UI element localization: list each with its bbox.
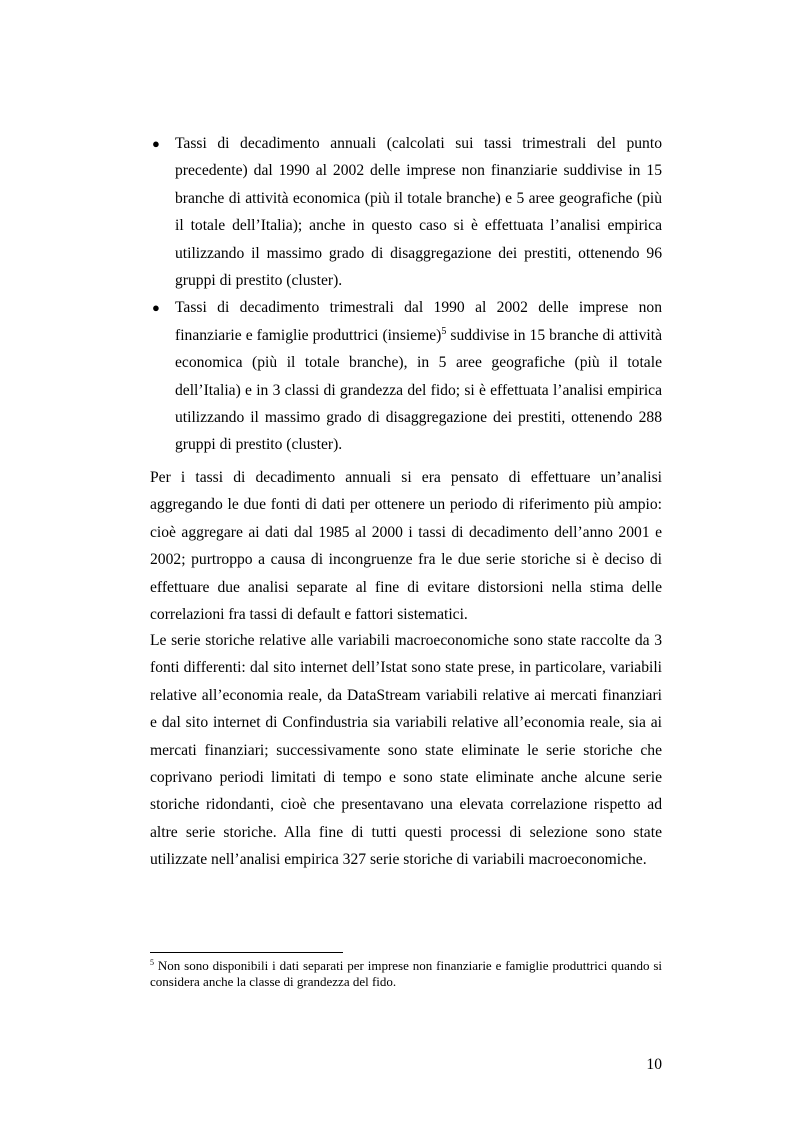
- footnote-reference[interactable]: 5: [441, 325, 447, 337]
- footnote-divider: [150, 952, 343, 953]
- bullet-list: [150, 130, 662, 459]
- page-number: 10: [646, 1056, 662, 1073]
- paragraph-time-series: Le serie storiche relative alle variabili macroeconomiche sono state raccolte da 3 fonti differenti: dal sito internet dell’Istat sono state prese, in particolare, variabili relative all’economia reale, da DataStream variabili relative ai mercati finanziari e dal sito internet di Confindustria sia variabili relative all’economia reale, sia ai mercati finanziari; successivamente sono state eliminate le serie storiche che coprivano periodi limitati di tempo e sono state eliminate anche alcune serie storiche ridondanti, cioè che presentavano una elevata correlazione rispetto ad altre serie storiche. Alla fine di tutti questi processi di selezione sono state utilizzate nell’analisi empirica 327 serie storiche di variabili macroeconomiche.: [150, 632, 662, 869]
- bullet-dot-icon: ●: [152, 136, 160, 151]
- bullet-dot-icon: ●: [152, 300, 160, 316]
- bullet-item-annual-rates: [150, 130, 662, 294]
- bullet-text-after: suddivise in 15 branche di attività economica (più il totale branche), in 5 aree geografiche (più il totale dell’Italia) e in 3 classi di grandezza del fido; si è effettuata l’analisi empirica utilizzando il massimo grado di disaggregazione dei prestiti, ottenendo 288 gruppi di prestito (cluster).: [175, 326, 662, 454]
- footnote: [150, 958, 662, 990]
- footnote-number: 5: [150, 958, 154, 967]
- bullet-text-before: Tassi di decadimento trimestrali dal 1990 al 2002 delle imprese non finanziarie e famiglie produttrici (insieme): [175, 299, 662, 344]
- bullet-item-quarterly-rates: [150, 294, 662, 458]
- footnote-text: Non sono disponibili i dati separati per imprese non finanziarie e famiglie produttrici quando si considera anche la classe di grandezza del fido.: [150, 958, 662, 989]
- bullet-text: Tassi di decadimento annuali (calcolati sui tassi trimestrali del punto precedente) dal 1990 al 2002 delle imprese non finanziarie suddivise in 15 branche di attività economica (più il totale branche) e 5 aree geografiche (più il totale dell’Italia); anche in questo caso si è effettuata l’analisi empirica utilizzando il massimo grado di disaggregazione dei prestiti, ottenendo 96 gruppi di prestito (cluster).: [175, 135, 662, 290]
- paragraph-annual-analysis: Per i tassi di decadimento annuali si era pensato di effettuare un’analisi aggregando le due fonti di dati per ottenere un periodo di riferimento più ampio: cioè aggregare ai dati dal 1985 al 2000 i tassi di decadimento dell’anno 2001 e 2002; purtroppo a causa di incongruenze fra le due serie storiche si è deciso di effettuare due analisi separate al fine di evitare distorsioni nella stima delle correlazioni fra tassi di default e fattori sistematici.: [150, 469, 662, 624]
